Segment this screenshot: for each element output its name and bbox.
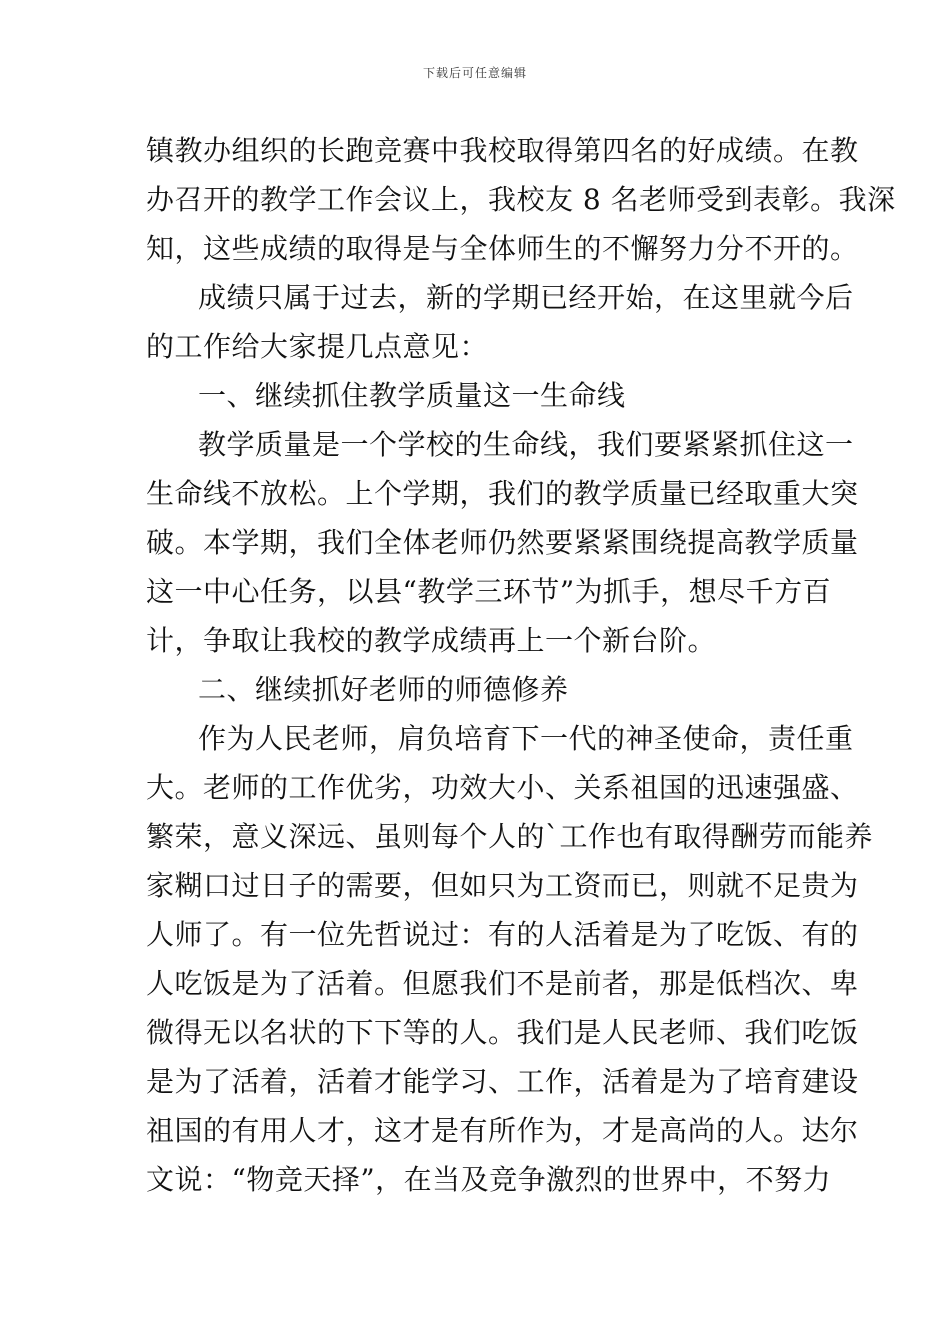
text-line: 计，争取让我校的教学成绩再上一个新台阶。 bbox=[146, 624, 717, 657]
section-heading: 一、继续抓住教学质量这一生命线 bbox=[198, 379, 626, 412]
text-line: 知，这些成绩的取得是与全体师生的不懈努力分不开的。 bbox=[146, 232, 859, 265]
text-line: 文说：“物竞天择”，在当及竞争激烈的世界中，不努力 bbox=[146, 1163, 832, 1196]
text-line: 的工作给大家提几点意见： bbox=[146, 330, 489, 363]
text-line: 家糊口过日子的需要，但如只为工资而已，则就不足贵为 bbox=[146, 869, 859, 902]
text-line: 是为了活着，活着才能学习、工作，活着是为了培育建设 bbox=[146, 1065, 859, 1098]
page-header: 下载后可任意编辑 bbox=[422, 66, 527, 80]
text-line: 破。本学期，我们全体老师仍然要紧紧围绕提高教学质量 bbox=[146, 526, 859, 559]
section-heading: 二、继续抓好老师的师德修养 bbox=[198, 673, 569, 706]
text-line: 大。老师的工作优劣，功效大小、关系祖国的迅速强盛、 bbox=[146, 771, 859, 804]
text-line: 人吃饭是为了活着。但愿我们不是前者，那是低档次、卑 bbox=[146, 967, 859, 1000]
text-line: 这一中心任务，以县“教学三环节”为抓手，想尽千方百 bbox=[146, 575, 832, 608]
text-line: 作为人民老师，肩负培育下一代的神圣使命，责任重 bbox=[198, 722, 854, 755]
text-line: 办召开的教学工作会议上，我校友 8 名老师受到表彰。我深 bbox=[146, 183, 896, 216]
text-line: 祖国的有用人才，这才是有所作为，才是高尚的人。达尔 bbox=[146, 1114, 859, 1147]
text-line: 繁荣，意义深远、虽则每个人的`工作也有取得酬劳而能养 bbox=[146, 820, 874, 853]
text-line: 人师了。有一位先哲说过：有的人活着是为了吃饭、有的 bbox=[146, 918, 859, 951]
document-body bbox=[146, 126, 896, 1204]
text-line: 镇教办组织的长跑竞赛中我校取得第四名的好成绩。在教 bbox=[146, 134, 859, 167]
text-line: 成绩只属于过去，新的学期已经开始，在这里就今后 bbox=[198, 281, 854, 314]
text-line: 生命线不放松。上个学期，我们的教学质量已经取重大突 bbox=[146, 477, 859, 510]
text-line: 微得无以名状的下下等的人。我们是人民老师、我们吃饭 bbox=[146, 1016, 859, 1049]
text-line: 教学质量是一个学校的生命线，我们要紧紧抓住这一 bbox=[198, 428, 854, 461]
